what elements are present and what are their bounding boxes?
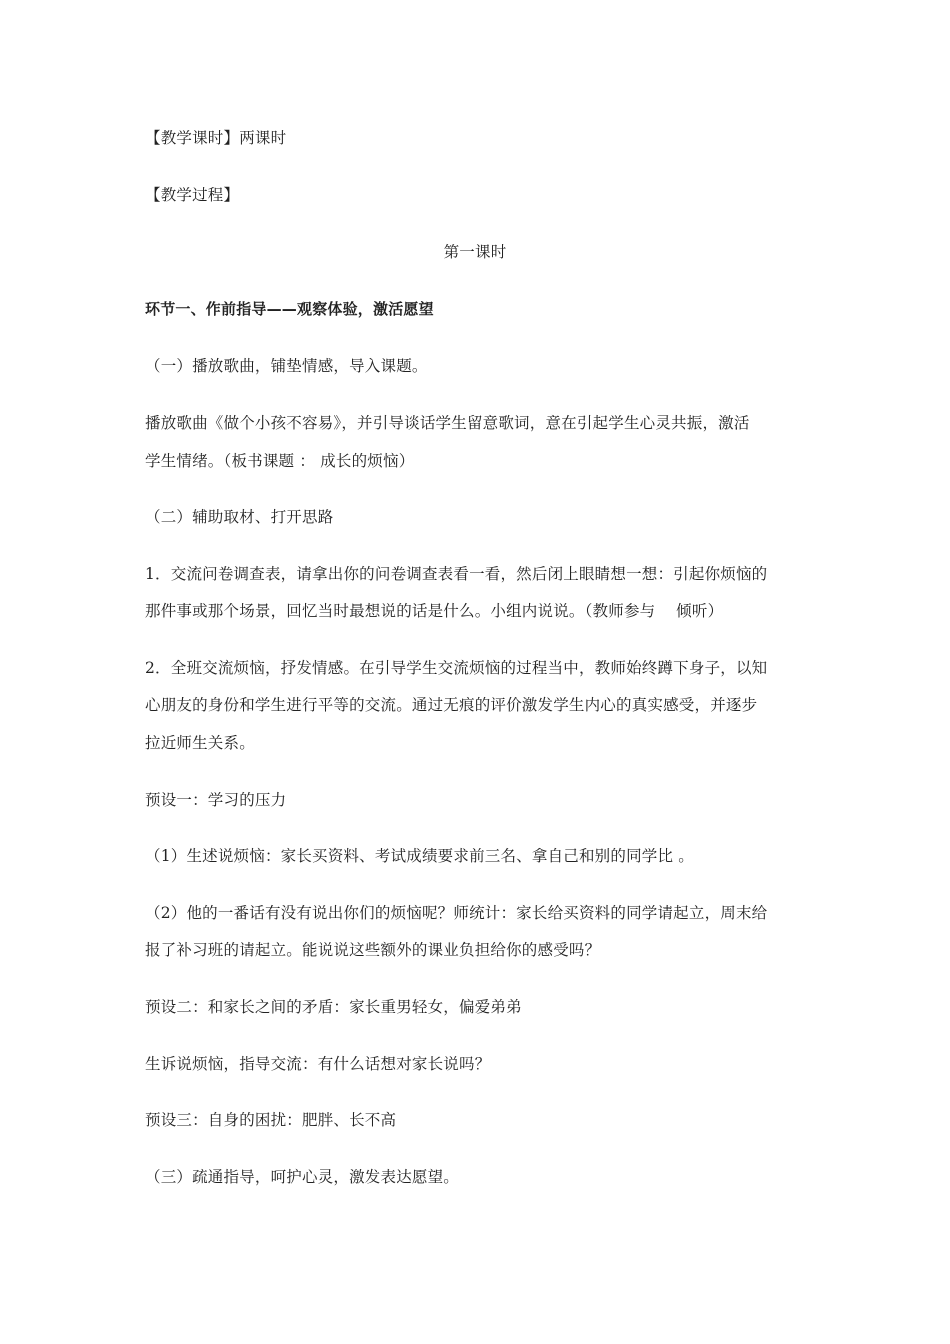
item1-line2: 那件事或那个场景，回忆当时最想说的话是什么。小组内说说。（教师参与 倾听） xyxy=(145,602,724,620)
sub1-title: （一）播放歌曲，铺垫情感，导入课题。 xyxy=(145,357,428,375)
section1-title: 环节一、作前指导——观察体验，激活愿望 xyxy=(145,300,434,318)
item2-line2: 心朋友的身份和学生进行平等的交流。通过无痕的评价激发学生内心的真实感受，并逐步 xyxy=(145,696,758,714)
sub3-title: （三）疏通指导，呵护心灵，激发表达愿望。 xyxy=(145,1168,460,1186)
preset1-a: （1）生述说烦恼：家长买资料、考试成绩要求前三名、拿自己和别的同学比 。 xyxy=(145,847,694,865)
preset1-b-line1: （2）他的一番话有没有说出你们的烦恼呢？师统计：家长给买资料的同学请起立，周末给 xyxy=(145,904,768,922)
preset1: 预设一：学习的压力 xyxy=(145,791,287,809)
item2-line3: 拉近师生关系。 xyxy=(145,734,255,752)
lesson-hours: 【教学课时】两课时 xyxy=(145,129,287,147)
preset1-b-line2: 报了补习班的请起立。能说说这些额外的课业负担给你的感受吗？ xyxy=(145,941,601,959)
item2-line1: 2．全班交流烦恼，抒发情感。在引导学生交流烦恼的过程当中，教师始终蹲下身子，以知 xyxy=(145,659,768,677)
preset3: 预设三：自身的困扰：肥胖、长不高 xyxy=(145,1111,397,1129)
sub1-paragraph-line1: 播放歌曲《做个小孩不容易》，并引导谈话学生留意歌词，意在引起学生心灵共振，激活 xyxy=(145,414,750,432)
preset2: 预设二：和家长之间的矛盾：家长重男轻女，偏爱弟弟 xyxy=(145,998,522,1016)
sub2-title: （二）辅助取材、打开思路 xyxy=(145,508,334,526)
first-lesson-heading: 第一课时 xyxy=(443,243,507,261)
sub1-paragraph-line2: 学生情绪。（板书课题 ： 成长的烦恼） xyxy=(145,452,415,470)
preset2-a: 生诉说烦恼，指导交流：有什么话想对家长说吗？ xyxy=(145,1055,491,1073)
process-heading: 【教学过程】 xyxy=(145,186,240,204)
item1-line1: 1．交流问卷调查表，请拿出你的问卷调查表看一看，然后闭上眼睛想一想：引起你烦恼的 xyxy=(145,565,768,583)
